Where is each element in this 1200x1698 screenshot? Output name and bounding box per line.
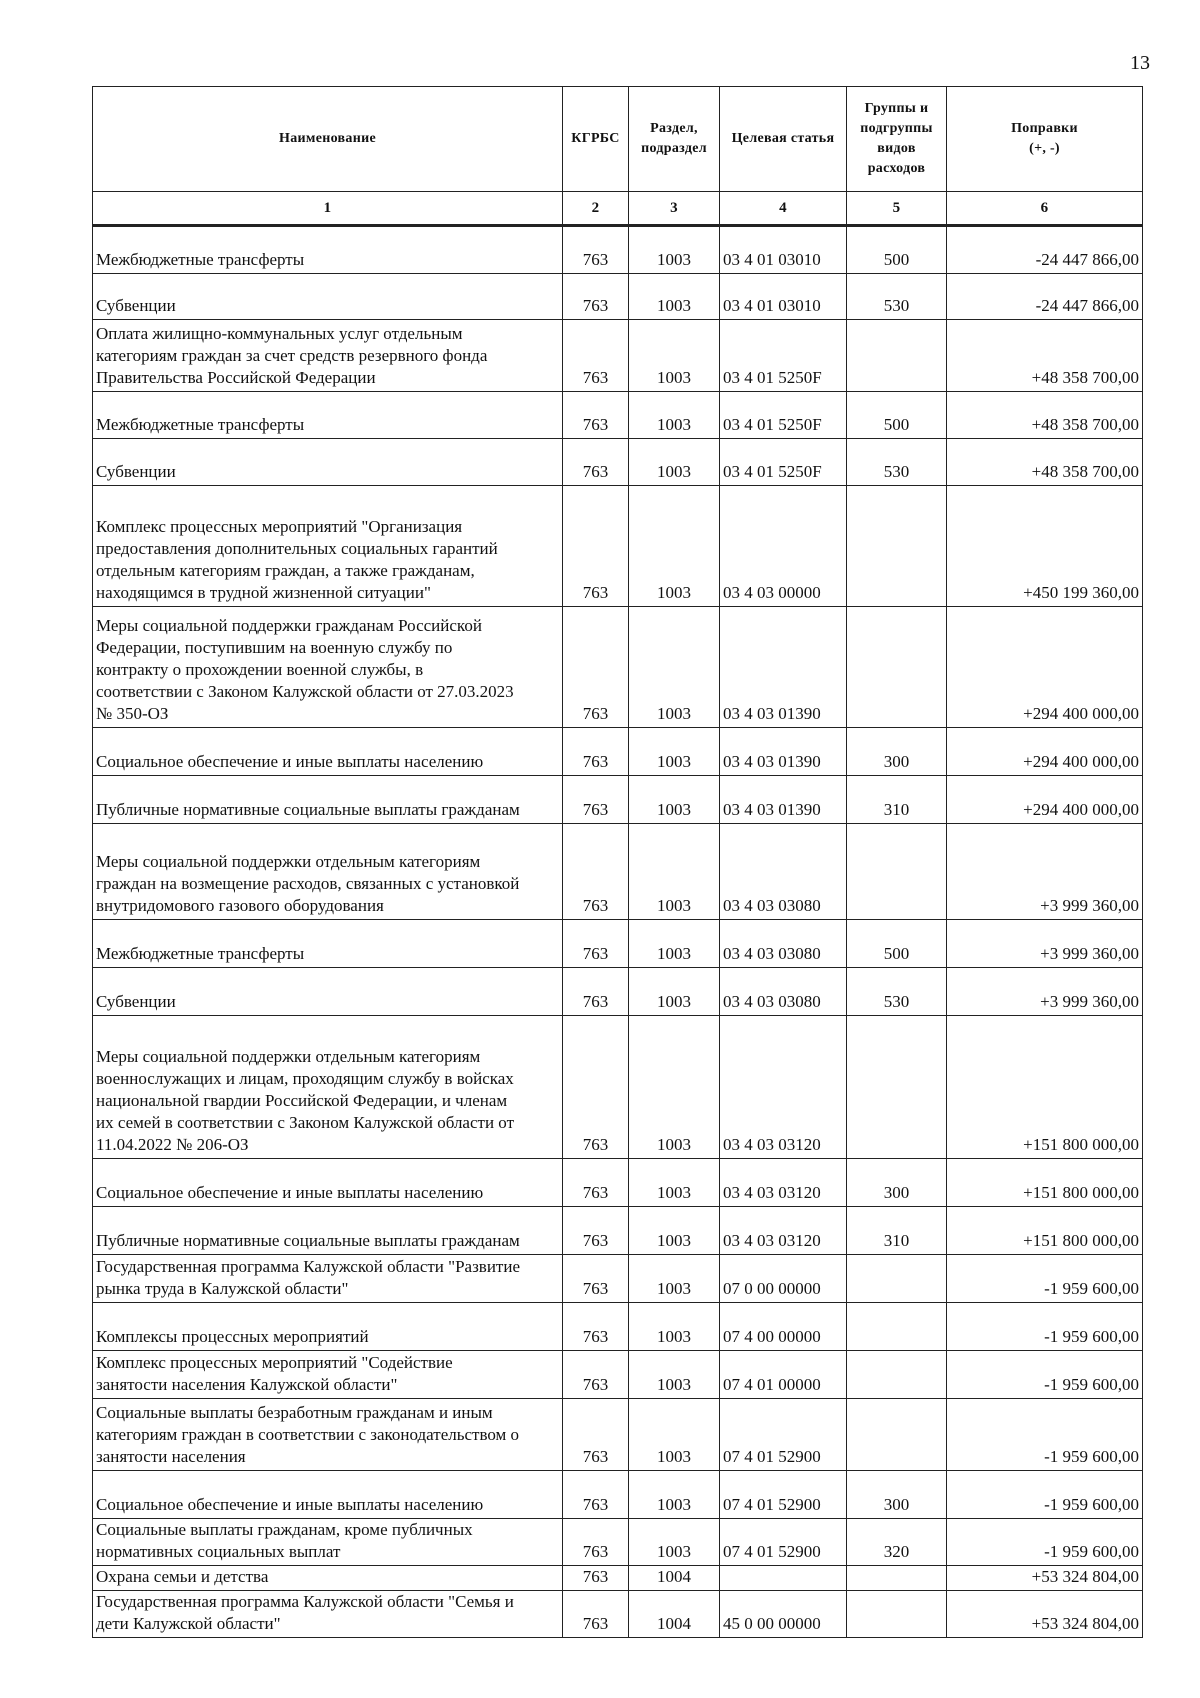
header-row	[93, 87, 1143, 192]
cell-name-line: занятости населения Калужской области"	[96, 1375, 398, 1394]
cell-name-line: Публичные нормативные социальные выплаты гражданам	[96, 1231, 520, 1250]
cell-target-article: 03 4 01 5250F	[720, 320, 847, 392]
cell-name	[93, 1399, 563, 1471]
cell-name-line: Меры социальной поддержки отдельным категориям	[96, 1047, 481, 1066]
cell-amendment-sum: +151 800 000,00	[947, 1159, 1143, 1207]
cell-name-line: предоставления дополнительных социальных гарантий	[96, 539, 498, 558]
col-number: 3	[629, 192, 720, 226]
col-number: 5	[847, 192, 947, 226]
cell-amendment-sum: +3 999 360,00	[947, 824, 1143, 920]
cell-name-line: Государственная программа Калужской области "Семья и	[96, 1592, 514, 1611]
cell-section: 1004	[629, 1591, 720, 1638]
cell-kgrbs: 763	[563, 607, 629, 728]
cell-name-line: Меры социальной поддержки отдельным категориям	[96, 852, 481, 871]
cell-name-line: 11.04.2022 № 206-ОЗ	[96, 1135, 249, 1154]
cell-kgrbs: 763	[563, 824, 629, 920]
table-row	[93, 320, 1143, 392]
cell-kgrbs: 763	[563, 1591, 629, 1638]
cell-name	[93, 1351, 563, 1399]
cell-name-line: Социальное обеспечение и иные выплаты населению	[96, 1495, 484, 1514]
cell-name	[93, 607, 563, 728]
col-header-name: Наименование	[93, 87, 563, 192]
cell-name	[93, 920, 563, 968]
cell-kgrbs: 763	[563, 392, 629, 439]
cell-amendment-sum: -1 959 600,00	[947, 1519, 1143, 1566]
cell-name	[93, 1303, 563, 1351]
cell-expense-group: 530	[847, 968, 947, 1016]
table-body	[93, 226, 1143, 1638]
cell-name-line: Межбюджетные трансферты	[96, 944, 305, 963]
cell-name	[93, 824, 563, 920]
cell-name-line: Федерации, поступившим на военную службу по	[96, 638, 453, 657]
table-row	[93, 607, 1143, 728]
cell-name	[93, 439, 563, 486]
cell-target-article: 07 4 00 00000	[720, 1303, 847, 1351]
cell-section: 1003	[629, 1471, 720, 1519]
cell-target-article: 03 4 03 01390	[720, 728, 847, 776]
cell-expense-group: 310	[847, 1207, 947, 1255]
cell-name-line: Межбюджетные трансферты	[96, 415, 305, 434]
cell-name-line: контракту о прохождении военной службы, в	[96, 660, 424, 679]
cell-expense-group: 300	[847, 1471, 947, 1519]
cell-section: 1003	[629, 392, 720, 439]
cell-name	[93, 1471, 563, 1519]
cell-amendment-sum: -1 959 600,00	[947, 1399, 1143, 1471]
cell-amendment-sum: +151 800 000,00	[947, 1207, 1143, 1255]
cell-name	[93, 274, 563, 320]
table-row	[93, 1255, 1143, 1303]
cell-target-article: 03 4 03 03120	[720, 1207, 847, 1255]
cell-expense-group	[847, 1351, 947, 1399]
cell-name-line: рынка труда в Калужской области"	[96, 1279, 349, 1298]
cell-expense-group	[847, 1303, 947, 1351]
cell-name-line: нормативных социальных выплат	[96, 1542, 341, 1561]
cell-section: 1003	[629, 776, 720, 824]
cell-expense-group	[847, 486, 947, 607]
cell-expense-group: 300	[847, 728, 947, 776]
cell-name-line: Публичные нормативные социальные выплаты гражданам	[96, 800, 520, 819]
cell-amendment-sum: +3 999 360,00	[947, 968, 1143, 1016]
cell-amendment-sum: -24 447 866,00	[947, 274, 1143, 320]
cell-name-line: внутридомового газового оборудования	[96, 896, 384, 915]
cell-name-line: национальной гвардии Российской Федерации, и членам	[96, 1091, 508, 1110]
cell-target-article: 03 4 01 03010	[720, 226, 847, 274]
cell-expense-group	[847, 320, 947, 392]
cell-name	[93, 392, 563, 439]
cell-section: 1003	[629, 1159, 720, 1207]
cell-name-line: Социальные выплаты гражданам, кроме публичных	[96, 1520, 473, 1539]
col-header-kgrbs: КГРБС	[563, 87, 629, 192]
cell-section: 1003	[629, 1519, 720, 1566]
cell-kgrbs: 763	[563, 1303, 629, 1351]
col-number: 1	[93, 192, 563, 226]
col-number: 2	[563, 192, 629, 226]
table-row	[93, 1351, 1143, 1399]
cell-name	[93, 320, 563, 392]
cell-target-article: 45 0 00 00000	[720, 1591, 847, 1638]
cell-name-line: дети Калужской области"	[96, 1614, 281, 1633]
cell-target-article: 03 4 03 03080	[720, 824, 847, 920]
cell-section: 1003	[629, 920, 720, 968]
cell-expense-group	[847, 1566, 947, 1591]
column-number-row	[93, 192, 1143, 226]
cell-target-article: 03 4 01 5250F	[720, 392, 847, 439]
cell-kgrbs: 763	[563, 439, 629, 486]
cell-name-line: Социальные выплаты безработным гражданам и иным	[96, 1403, 493, 1422]
cell-target-article: 07 0 00 00000	[720, 1255, 847, 1303]
cell-section: 1003	[629, 968, 720, 1016]
table-row	[93, 1519, 1143, 1566]
cell-amendment-sum: +48 358 700,00	[947, 439, 1143, 486]
cell-section: 1003	[629, 320, 720, 392]
table-row	[93, 776, 1143, 824]
cell-kgrbs: 763	[563, 1255, 629, 1303]
cell-kgrbs: 763	[563, 776, 629, 824]
cell-name-line: Правительства Российской Федерации	[96, 368, 376, 387]
cell-name-line: их семей в соответствии с Законом Калужской области от	[96, 1113, 514, 1132]
cell-name-line: Социальное обеспечение и иные выплаты населению	[96, 752, 484, 771]
cell-kgrbs: 763	[563, 1566, 629, 1591]
cell-amendment-sum: +294 400 000,00	[947, 776, 1143, 824]
cell-name	[93, 776, 563, 824]
cell-name	[93, 226, 563, 274]
cell-name	[93, 1519, 563, 1566]
amendments-sign: (+, -)	[1029, 141, 1060, 156]
cell-target-article: 07 4 01 52900	[720, 1399, 847, 1471]
cell-kgrbs: 763	[563, 1519, 629, 1566]
cell-name	[93, 1591, 563, 1638]
cell-amendment-sum: +3 999 360,00	[947, 920, 1143, 968]
cell-name-line: Комплекс процессных мероприятий "Организация	[96, 517, 463, 536]
table-row	[93, 1016, 1143, 1159]
cell-kgrbs: 763	[563, 1016, 629, 1159]
cell-kgrbs: 763	[563, 226, 629, 274]
col-header-section: Раздел, подраздел	[629, 87, 720, 192]
cell-kgrbs: 763	[563, 274, 629, 320]
cell-amendment-sum: -1 959 600,00	[947, 1351, 1143, 1399]
cell-amendment-sum: +450 199 360,00	[947, 486, 1143, 607]
cell-kgrbs: 763	[563, 320, 629, 392]
cell-name	[93, 1207, 563, 1255]
col-header-expense-groups: Группы и подгруппы видов расходов	[847, 87, 947, 192]
cell-name-line: Комплексы процессных мероприятий	[96, 1327, 369, 1346]
cell-kgrbs: 763	[563, 486, 629, 607]
table-row	[93, 1471, 1143, 1519]
table-row	[93, 392, 1143, 439]
col-number: 6	[947, 192, 1143, 226]
table-row	[93, 1207, 1143, 1255]
cell-section: 1003	[629, 1303, 720, 1351]
cell-section: 1003	[629, 1255, 720, 1303]
cell-kgrbs: 763	[563, 728, 629, 776]
cell-amendment-sum: +294 400 000,00	[947, 607, 1143, 728]
cell-name-line: отдельным категориям граждан, а также гражданам,	[96, 561, 475, 580]
col-header-target-article: Целевая статья	[720, 87, 847, 192]
cell-kgrbs: 763	[563, 1159, 629, 1207]
cell-section: 1003	[629, 607, 720, 728]
cell-expense-group: 500	[847, 920, 947, 968]
cell-kgrbs: 763	[563, 968, 629, 1016]
cell-amendment-sum: +53 324 804,00	[947, 1566, 1143, 1591]
col-header-amendments	[947, 87, 1143, 192]
cell-name-line: Оплата жилищно-коммунальных услуг отдельным	[96, 324, 463, 343]
cell-section: 1003	[629, 486, 720, 607]
cell-expense-group: 500	[847, 392, 947, 439]
cell-name-line: Социальное обеспечение и иные выплаты населению	[96, 1183, 484, 1202]
cell-target-article	[720, 1566, 847, 1591]
cell-name-line: Меры социальной поддержки гражданам Российской	[96, 616, 482, 635]
cell-name-line: находящимся в трудной жизненной ситуации"	[96, 583, 431, 602]
cell-name	[93, 1159, 563, 1207]
cell-name-line: категориям граждан за счет средств резервного фонда	[96, 346, 488, 365]
budget-amendments-table	[92, 86, 1143, 1638]
cell-name	[93, 1255, 563, 1303]
cell-expense-group	[847, 1255, 947, 1303]
cell-amendment-sum: +294 400 000,00	[947, 728, 1143, 776]
cell-amendment-sum: +48 358 700,00	[947, 320, 1143, 392]
cell-section: 1003	[629, 274, 720, 320]
cell-amendment-sum: +48 358 700,00	[947, 392, 1143, 439]
cell-kgrbs: 763	[563, 1207, 629, 1255]
col-number: 4	[720, 192, 847, 226]
cell-expense-group: 500	[847, 226, 947, 274]
cell-name	[93, 1016, 563, 1159]
cell-target-article: 03 4 03 03080	[720, 920, 847, 968]
table-row	[93, 274, 1143, 320]
cell-expense-group: 300	[847, 1159, 947, 1207]
table-row	[93, 968, 1143, 1016]
cell-section: 1003	[629, 824, 720, 920]
cell-target-article: 07 4 01 52900	[720, 1471, 847, 1519]
cell-kgrbs: 763	[563, 1399, 629, 1471]
cell-section: 1003	[629, 439, 720, 486]
cell-name-line: Комплекс процессных мероприятий "Содействие	[96, 1353, 453, 1372]
cell-target-article: 03 4 03 01390	[720, 776, 847, 824]
table-row	[93, 1159, 1143, 1207]
table-row	[93, 728, 1143, 776]
cell-name-line: категориям граждан в соответствии с законодательством о	[96, 1425, 520, 1444]
table-row	[93, 1303, 1143, 1351]
table-row	[93, 439, 1143, 486]
cell-target-article: 03 4 01 5250F	[720, 439, 847, 486]
cell-expense-group	[847, 607, 947, 728]
cell-expense-group	[847, 1591, 947, 1638]
cell-kgrbs: 763	[563, 1471, 629, 1519]
cell-section: 1003	[629, 226, 720, 274]
cell-expense-group	[847, 824, 947, 920]
cell-expense-group: 530	[847, 274, 947, 320]
cell-name	[93, 728, 563, 776]
cell-name	[93, 968, 563, 1016]
cell-section: 1003	[629, 728, 720, 776]
cell-kgrbs: 763	[563, 1351, 629, 1399]
cell-amendment-sum: -24 447 866,00	[947, 226, 1143, 274]
cell-kgrbs: 763	[563, 920, 629, 968]
cell-expense-group: 530	[847, 439, 947, 486]
cell-name-line: Охрана семьи и детства	[96, 1567, 269, 1586]
cell-section: 1003	[629, 1351, 720, 1399]
cell-section: 1003	[629, 1207, 720, 1255]
cell-name-line: Субвенции	[96, 992, 176, 1011]
cell-name-line: Межбюджетные трансферты	[96, 250, 305, 269]
cell-expense-group	[847, 1016, 947, 1159]
cell-amendment-sum: +53 324 804,00	[947, 1591, 1143, 1638]
cell-target-article: 07 4 01 52900	[720, 1519, 847, 1566]
page-number: 13	[1130, 52, 1150, 74]
table-row	[93, 226, 1143, 274]
cell-name-line: Субвенции	[96, 296, 176, 315]
table-row	[93, 920, 1143, 968]
cell-amendment-sum: -1 959 600,00	[947, 1471, 1143, 1519]
amendments-label: Поправки	[1011, 121, 1078, 136]
cell-expense-group	[847, 1399, 947, 1471]
cell-expense-group: 310	[847, 776, 947, 824]
cell-section: 1003	[629, 1016, 720, 1159]
cell-target-article: 07 4 01 00000	[720, 1351, 847, 1399]
cell-target-article: 03 4 01 03010	[720, 274, 847, 320]
cell-target-article: 03 4 03 01390	[720, 607, 847, 728]
cell-amendment-sum: -1 959 600,00	[947, 1255, 1143, 1303]
cell-name-line: граждан на возмещение расходов, связанных с установкой	[96, 874, 520, 893]
table-row	[93, 1399, 1143, 1471]
cell-name	[93, 486, 563, 607]
cell-name-line: № 350-ОЗ	[96, 704, 169, 723]
cell-amendment-sum: -1 959 600,00	[947, 1303, 1143, 1351]
cell-name-line: соответствии с Законом Калужской области от 27.03.2023	[96, 682, 514, 701]
cell-target-article: 03 4 03 00000	[720, 486, 847, 607]
cell-name	[93, 1566, 563, 1591]
cell-amendment-sum: +151 800 000,00	[947, 1016, 1143, 1159]
cell-expense-group: 320	[847, 1519, 947, 1566]
table-row	[93, 486, 1143, 607]
cell-target-article: 03 4 03 03120	[720, 1016, 847, 1159]
cell-section: 1003	[629, 1399, 720, 1471]
cell-target-article: 03 4 03 03080	[720, 968, 847, 1016]
cell-section: 1004	[629, 1566, 720, 1591]
cell-target-article: 03 4 03 03120	[720, 1159, 847, 1207]
table-row	[93, 824, 1143, 920]
table-row	[93, 1591, 1143, 1638]
cell-name-line: Субвенции	[96, 462, 176, 481]
table-row	[93, 1566, 1143, 1591]
cell-name-line: Государственная программа Калужской области "Развитие	[96, 1257, 520, 1276]
cell-name-line: занятости населения	[96, 1447, 246, 1466]
cell-name-line: военнослужащих и лицам, проходящим службу в войсках	[96, 1069, 514, 1088]
